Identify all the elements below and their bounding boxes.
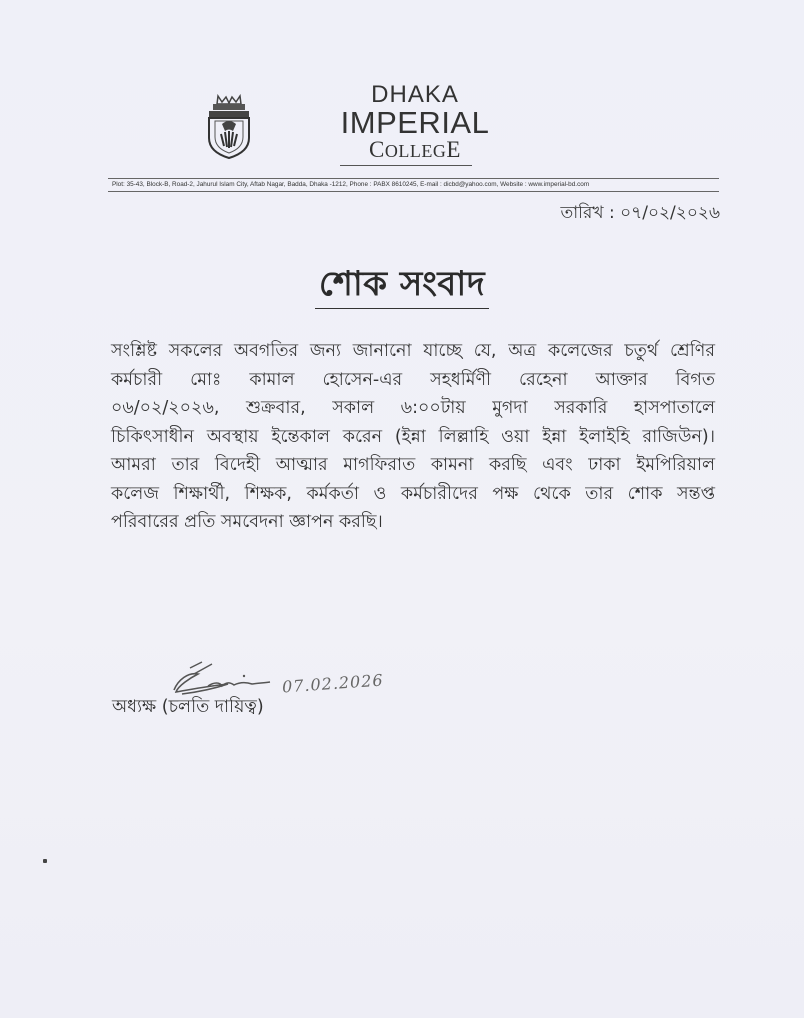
handwritten-date: 07.02.2026 [281,670,385,697]
college-name-line3-end: E [446,137,461,162]
body-line: চিকিৎসাধীন অবস্থায় ইন্তেকাল করেন (ইন্না লিল্লাহি ওয়া ইন্না ইলাইহি রাজিউন)। [111,426,715,447]
college-crest-icon [204,94,254,160]
college-name-line2: IMPERIAL [340,105,490,140]
notice-title-text: শোক সংবাদ [315,264,489,309]
brand-underline [340,165,472,166]
body-line: পরিবারের প্রতি সমবেদনা জ্ঞাপন করছি। [111,512,383,532]
date-label: তারিখ [560,203,604,223]
date-separator: : [603,203,621,223]
notice-date [560,200,720,228]
college-name-line1: DHAKA [371,81,459,108]
college-name-line3-small: OLLEG [384,141,447,161]
college-name-line3-cap: C [369,137,385,162]
body-line: আমরা তার বিদেহী আত্মার মাগফিরাত কামনা করছি এবং ঢাকা ইমপিরিয়াল [111,455,715,475]
date-value: ০৭/০২/২০২৬ [620,203,720,223]
body-line: ০৬/০২/২০২৬, শুক্রবার, সকাল ৬:০০টায় মুগদা সরকারি হাসপাতালে [111,398,715,418]
notice-body [111,337,715,537]
body-line: সংশ্লিষ্ট সকলের অবগতির জন্য জানানো যাচ্ছে যে, অত্র কলেজের চতুর্থ শ্রেণির [111,341,715,361]
address-bar: Plot: 35-43, Block-B, Road-2, Jahurul Islam City, Aftab Nagar, Badda, Dhaka -1212, Phone : PABX 8610245, E-mail : dicbd@yahoo.com, Website : www.imperial-bd.com [108,178,719,192]
college-name [330,82,500,163]
scan-speck [43,859,47,863]
body-line: কলেজ শিক্ষার্থী, শিক্ষক, কর্মকর্তা ও কর্মচারীদের পক্ষ থেকে তার শোক সন্তপ্ত [111,483,715,504]
signatory-role: অধ্যক্ষ (চলতি দায়িত্ব) [112,697,264,717]
body-line: কর্মচারী মোঃ কামাল হোসেন-এর সহধর্মিণী রেহেনা আক্তার বিগত [111,369,715,390]
college-name-line3 [330,138,500,163]
notice-title [0,258,804,315]
